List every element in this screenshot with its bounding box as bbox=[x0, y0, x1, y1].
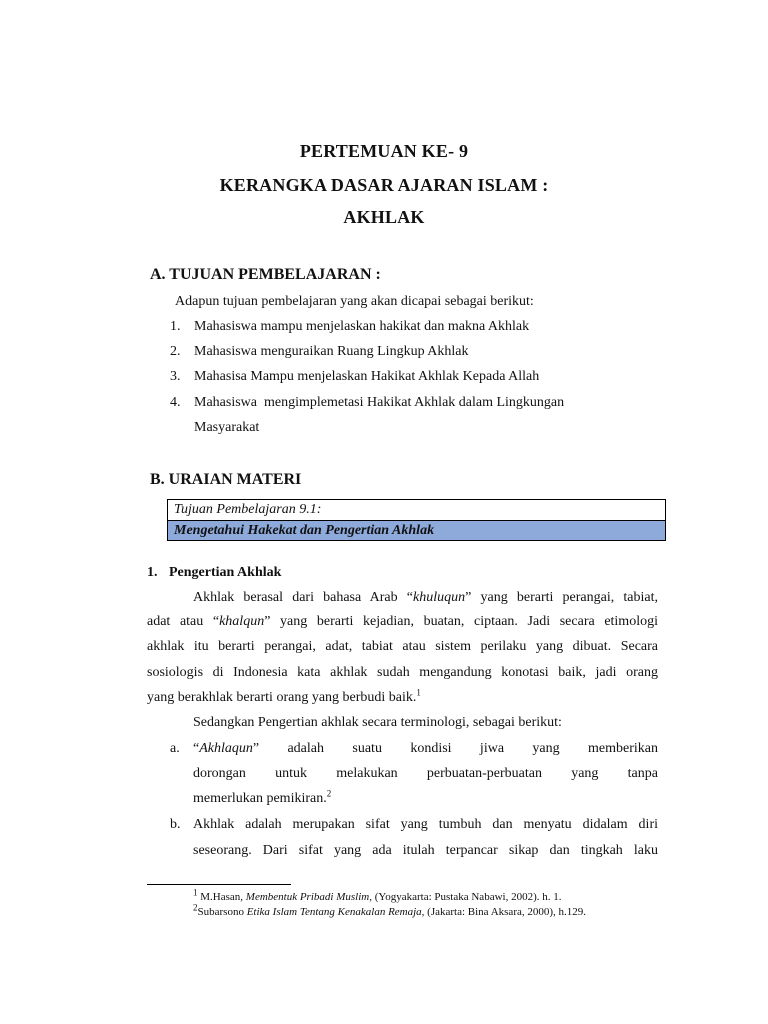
item-b-label: b. bbox=[170, 817, 181, 832]
objective-item: Mahasiswa mampu menjelaskan hakikat dan makna Akhlak bbox=[194, 319, 530, 334]
section-a-intro: Adapun tujuan pembelajaran yang akan dicapai sebagai berikut: bbox=[175, 294, 534, 309]
item-a-line-last: memerlukan pemikiran.$^2$ bbox=[193, 788, 332, 806]
item-a-line: “Akhlaqun” adalah suatu kondisi jiwa yang memberikan bbox=[193, 741, 658, 756]
paragraph-2: Sedangkan Pengertian akhlak secara terminologi, sebagai berikut: bbox=[193, 715, 562, 730]
item-a-line: dorongan untuk melakukan perbuatan-perbuatan yang tanpa bbox=[193, 766, 658, 781]
topic-title: AKHLAK bbox=[343, 207, 425, 227]
footnote-ref[interactable]: 2 bbox=[326, 788, 332, 799]
footnote-divider bbox=[147, 884, 291, 885]
footnote-2: $^2$Subarsono Etika Islam Tentang Kenakalan Remaja, (Jakarta: Bina Aksara, 2000), h.129. bbox=[193, 902, 587, 918]
objective-number: 3. bbox=[170, 369, 181, 384]
objective-item: Mahasiswa mengimplemetasi Hakikat Akhlak dalam Lingkungan bbox=[194, 395, 565, 410]
section-a-heading: A. TUJUAN PEMBELAJARAN : bbox=[150, 266, 381, 283]
subheading-number: 1. bbox=[147, 565, 158, 580]
objective-item: Mahasiswa menguraikan Ruang Lingkup Akhlak bbox=[194, 344, 469, 359]
item-a-label: a. bbox=[170, 741, 180, 756]
paragraph-line: Akhlak berasal dari bahasa Arab “khuluqun” yang berarti perangai, tabiat, bbox=[193, 590, 659, 605]
learning-objective-box bbox=[167, 499, 666, 541]
footnote-ref[interactable]: 1 bbox=[416, 687, 421, 698]
chapter-title: KERANGKA DASAR AJARAN ISLAM : bbox=[219, 175, 549, 195]
paragraph-line: sosiologis di Indonesia kata akhlak sudah mengandung konotasi baik, jadi orang bbox=[147, 665, 658, 680]
objective-number: 1. bbox=[170, 319, 181, 334]
paragraph-line: adat atau “khalqun” yang berarti kejadian, buatan, ciptaan. Jadi secara etimologi bbox=[147, 614, 658, 629]
paragraph-line-last: yang berakhlak berarti orang yang berbudi baik.$^1$ bbox=[147, 687, 421, 705]
paragraph-line: akhlak itu berarti perangai, adat, tabiat atau sistem perilaku yang dibuat. Secara bbox=[147, 639, 658, 654]
item-b-line: seseorang. Dari sifat yang ada itulah terpancar sikap dan tingkah laku bbox=[193, 843, 658, 858]
objective-box-label: Tujuan Pembelajaran 9.1: bbox=[168, 500, 665, 521]
objective-box-title: Mengetahui Hakekat dan Pengertian Akhlak bbox=[168, 521, 665, 540]
objective-number: 4. bbox=[170, 395, 181, 410]
objective-item: Mahasisa Mampu menjelaskan Hakikat Akhlak Kepada Allah bbox=[194, 369, 540, 384]
section-b-heading: B. URAIAN MATERI bbox=[150, 471, 302, 488]
meeting-title: PERTEMUAN KE- 9 bbox=[299, 141, 469, 161]
footnote-1: $^1$ M.Hasan, Membentuk Pribadi Muslim, (Yogyakarta: Pustaka Nabawi, 2002). h. 1. bbox=[193, 887, 562, 903]
objective-item-continuation: Masyarakat bbox=[194, 420, 260, 435]
objective-number: 2. bbox=[170, 344, 181, 359]
subheading-title: Pengertian Akhlak bbox=[169, 565, 282, 580]
item-b-line: Akhlak adalah merupakan sifat yang tumbuh dan menyatu didalam diri bbox=[193, 817, 658, 832]
